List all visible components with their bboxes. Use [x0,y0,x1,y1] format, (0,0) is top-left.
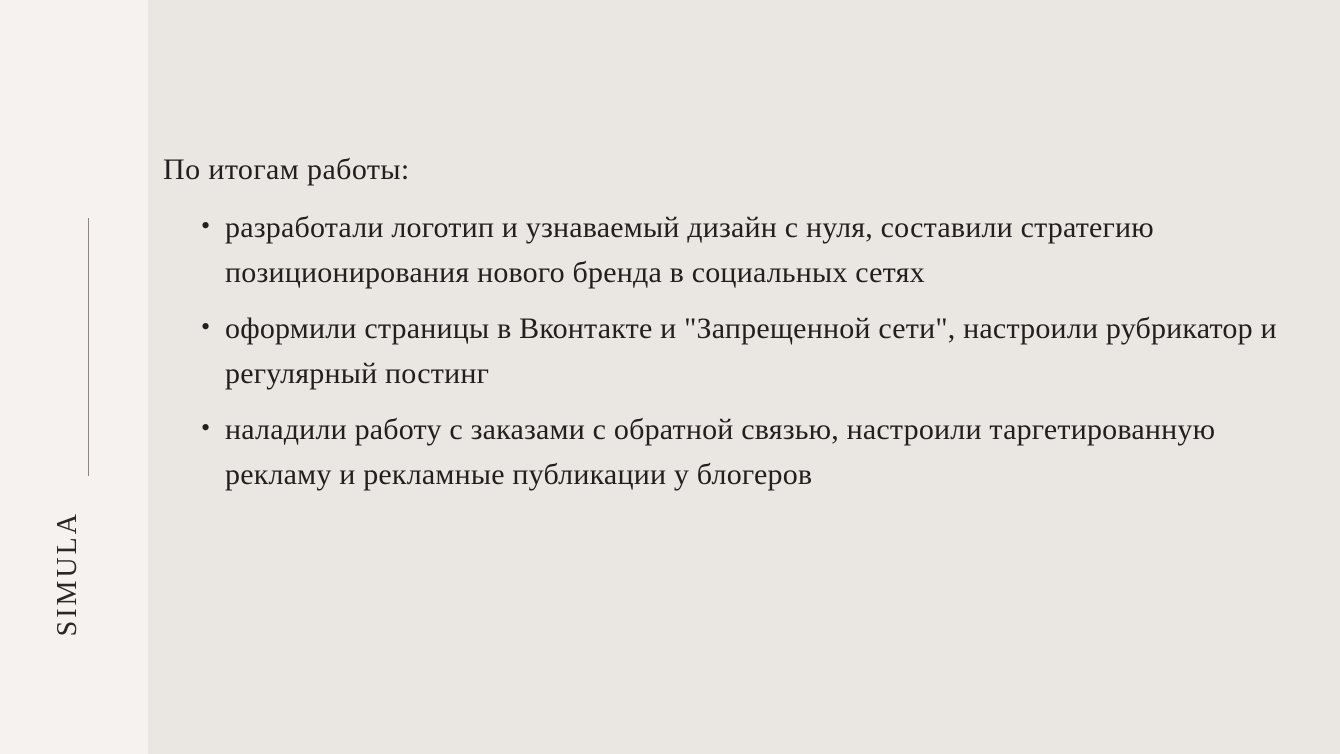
list-item: • наладили работу с заказами с обратной связью, настроили таргетированную рекламу и рекламные публикации у блогеров [197,407,1283,498]
intro-text: По итогам работы: [163,153,410,186]
brand-logo-text: SIMULA [52,510,83,636]
list-item: • оформили страницы в Вконтакте и "Запрещенной сети", настроили рубрикатор и регулярный постинг [197,306,1283,397]
left-sidebar-band [0,0,148,754]
slide-content [163,150,1283,508]
vertical-rule-divider [88,218,89,476]
bullet-list [163,205,1283,499]
list-item: • разработали логотип и узнаваемый дизайн с нуля, составили стратегию позиционирования нового бренда в социальных сетях [197,205,1283,296]
